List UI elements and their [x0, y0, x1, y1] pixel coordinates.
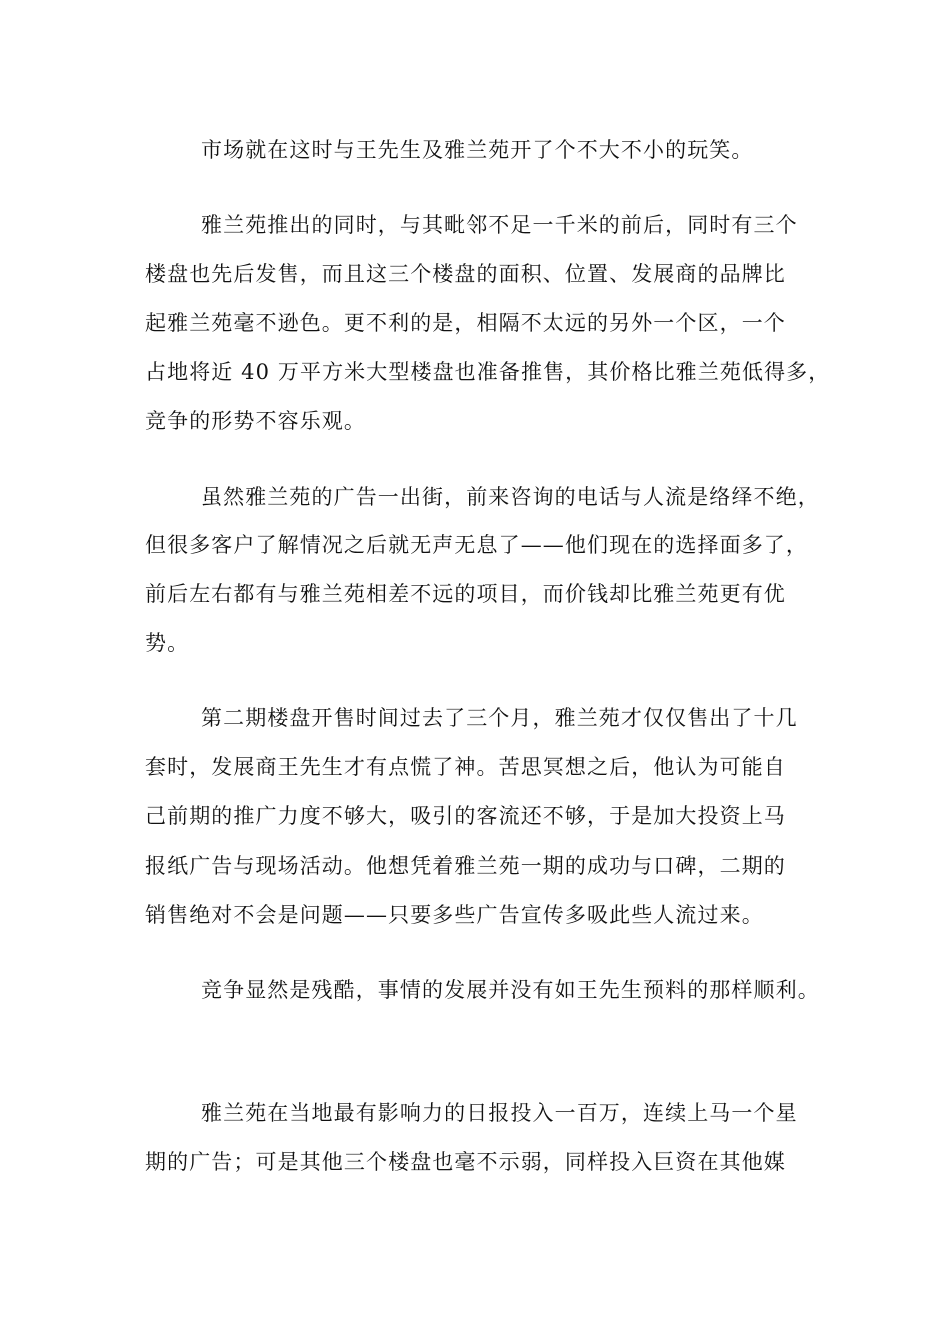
paragraph-line: 市场就在这时与王先生及雅兰苑开了个不大不小的玩笑。	[201, 138, 754, 162]
paragraph-line: 但很多客户了解情况之后就无声无息了——他们现在的选择面多了，	[145, 533, 808, 557]
paragraph-line: 竞争显然是残酷，事情的发展并没有如王先生预料的那样顺利。	[201, 978, 820, 1002]
paragraph-line: 楼盘也先后发售，而且这三个楼盘的面积、位置、发展商的品牌比	[145, 262, 786, 286]
paragraph-line: 销售绝对不会是问题——只要多些广告宣传多吸此些人流过来。	[145, 903, 764, 927]
paragraph-line: 占地将近 40 万平方米大型楼盘也准备推售，其价格比雅兰苑低得多，	[145, 360, 831, 384]
paragraph-line: 期的广告；可是其他三个楼盘也毫不示弱，同样投入巨资在其他媒	[145, 1150, 786, 1174]
paragraph-line: 势。	[145, 631, 190, 655]
paragraph-line: 套时，发展商王先生才有点慌了神。苦思冥想之后，他认为可能自	[145, 755, 786, 779]
paragraph-line: 虽然雅兰苑的广告一出街，前来咨询的电话与人流是络绎不绝，	[201, 485, 820, 509]
paragraph-line: 雅兰苑在当地最有影响力的日报投入一百万，连续上马一个星	[201, 1101, 798, 1125]
paragraph-line: 第二期楼盘开售时间过去了三个月，雅兰苑才仅仅售出了十几	[201, 706, 798, 730]
paragraph-line: 起雅兰苑毫不逊色。更不利的是，相隔不太远的另外一个区，一个	[145, 311, 786, 335]
paragraph-line: 竞争的形势不容乐观。	[145, 409, 366, 433]
paragraph-line: 己前期的推广力度不够大，吸引的客流还不够，于是加大投资上马	[145, 804, 786, 828]
paragraph-line: 报纸广告与现场活动。他想凭着雅兰苑一期的成功与口碑，二期的	[145, 854, 786, 878]
paragraph-line: 前后左右都有与雅兰苑相差不远的项目，而价钱却比雅兰苑更有优	[145, 582, 786, 606]
paragraph-line: 雅兰苑推出的同时，与其毗邻不足一千米的前后，同时有三个	[201, 213, 798, 237]
